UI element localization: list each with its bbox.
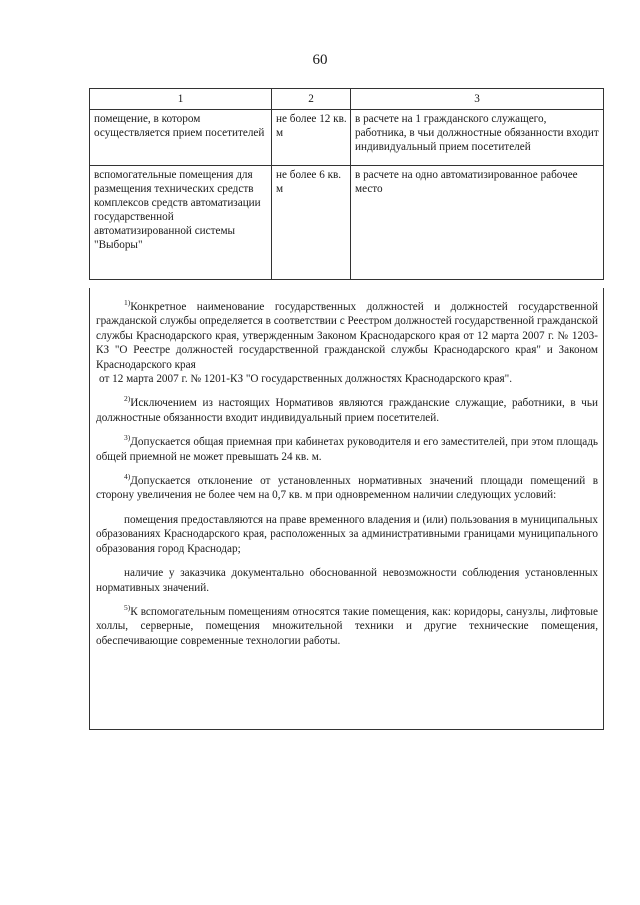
column-header-3: 3 [351,89,604,110]
footnote-text: Допускается отклонение от установленных нормативных значений площади помещений в сторону увеличения не более чем на 0,7 кв. м при одновременном наличии следующих условий: [96,475,598,502]
footnote-2 [96,396,598,425]
table-row [90,166,604,280]
footnote-marker: 2) [124,394,131,404]
column-header-2: 2 [272,89,351,110]
note-cell: в расчете на одно автоматизированное рабочее место [351,166,604,280]
area-norm-cell: не более 6 кв. м [272,166,351,280]
footnote-marker: 4) [124,472,131,482]
table-header-row [90,89,604,110]
footnote-text: Исключением из настоящих Нормативов являются гражданские служащие, работники, в чьи должностные обязанности входит индивидуальный прием посетителей. [96,397,598,424]
room-type-cell: помещение, в котором осуществляется прием посетителей [90,110,272,166]
footnote-4-condition-2 [96,566,598,595]
footnote-4-condition-1 [96,513,598,556]
footnote-marker: 3) [124,433,131,443]
footnote-5 [96,602,598,648]
note-cell: в расчете на 1 гражданского служащего, работника, в чьи должностные обязанности входит индивидуальный прием посетителей [351,110,604,166]
footnote-4 [96,474,598,503]
column-header-1: 1 [90,89,272,110]
norms-table [89,88,604,280]
room-type-cell: вспомогательные помещения для размещения технических средств комплексов средств автоматизации государственной автоматизированной системы "Выборы" [90,166,272,280]
footnote-1-continuation: от 12 марта 2007 г. № 1201-КЗ "О государственных должностях Краснодарского края". [99,373,513,386]
footnote-text: наличие у заказчика документально обоснованной невозможности соблюдения установленных нормативных значений. [96,567,598,594]
footnotes-block [89,288,604,730]
page-number: 60 [312,52,328,68]
footnote-marker: 1) [124,298,131,307]
table-row [90,110,604,166]
footnote-text: К вспомогательным помещениям относятся такие помещения, как: коридоры, санузлы, лифтовые холлы, серверные, помещения множительной техники и другие технические помещения, обеспечивающие современные технологии работы. [96,605,598,647]
footnote-marker: 5) [124,602,131,612]
footnote-1 [96,300,598,372]
footnote-3 [96,435,598,464]
footnote-text: помещения предоставляются на праве временного владения и (или) пользования в муниципальных образованиях Краснодарского края, расположенных за административными границами муниципального образования город Краснодар; [96,513,598,555]
area-norm-cell: не более 12 кв. м [272,110,351,166]
footnote-text: Допускается общая приемная при кабинетах руководителя и его заместителей, при этом площадь общей приемной не может превышать 24 кв. м. [96,436,598,463]
footnote-text: Конкретное наименование государственных должностей и должностей государственной гражданской службы определяется в соответствии с Реестром должностей государственной гражданской службы Краснодарского края, утвержденным Законом Краснодарского края от 12 марта 2007 г. № 1203-КЗ "О Реестре должностей государственной гражданской службы Краснодарского края" и Законом Краснодарского края [96,301,598,371]
